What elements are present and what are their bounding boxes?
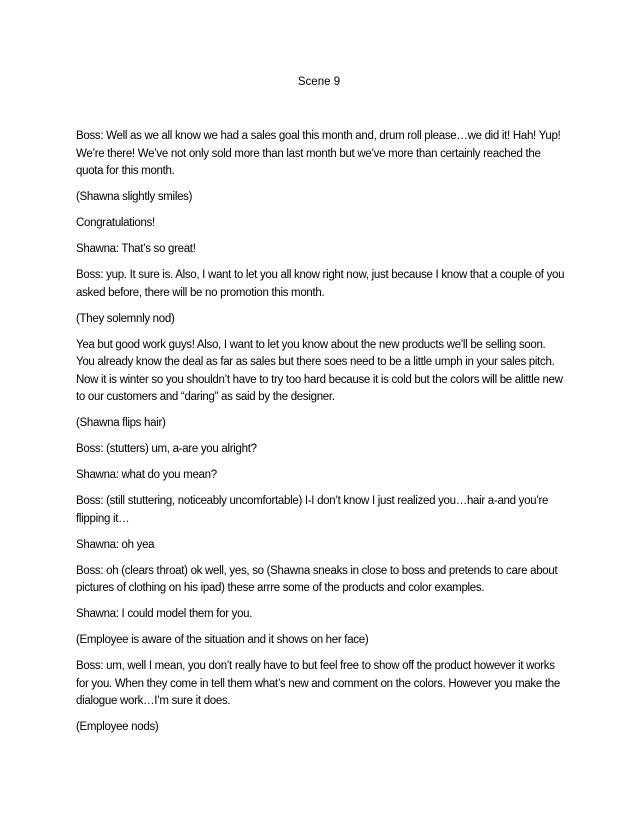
paragraph: Boss: (stutters) um, a-are you alright? (76, 443, 257, 455)
paragraph: Shawna: oh yea (76, 538, 155, 551)
paragraph: (Shawna flips hair) (76, 417, 166, 429)
paragraph: (Employee nods) (76, 721, 159, 733)
paragraph: (They solemnly nod) (76, 312, 175, 325)
paragraph: Boss: (still stuttering, noticeably uncomfortable) I-I don’t know I just realized you…hair a-and you’re flipping it… (76, 495, 549, 525)
paragraph: Shawna: I could model them for you. (76, 608, 253, 620)
paragraph: (Employee is aware of the situation and it shows on her face) (76, 634, 369, 646)
paragraph: Boss: oh (clears throat) ok well, yes, so (Shawna sneaks in close to boss and pretends to care about pictures of clothing on his ipad) these arrre some of the products and color examples. (76, 564, 558, 594)
script-body (76, 128, 566, 745)
paragraph: Congratulations! (76, 217, 155, 229)
paragraph: Boss: um, well I mean, you don’t really have to but feel free to show off the product however it works for you. When they come in tell them what’s new and comment on the colors. However you make the dialogue work…I’m sure it does. (76, 660, 560, 707)
paragraph: (Shawna slightly smiles) (76, 191, 193, 203)
paragraph: Boss: yup. It sure is. Also, I want to let you all know right now, just because I know that a couple of you asked before, there will be no promotion this month. (76, 269, 565, 299)
paragraph: Boss: Well as we all know we had a sales goal this month and, drum roll please…we did it! Hah! Yup! We’re there! We’ve not only sold more than last month but we’ve more than certainly reached the quota for this month. (76, 130, 561, 177)
scene-title: Scene 9 (297, 76, 341, 88)
paragraph: Shawna: what do you mean? (76, 469, 217, 481)
paragraph: Yea but good work guys! Also, I want to let you know about the new products we’ll be selling soon. You already know the deal as far as sales but there soes need to be a little umph in your sales pitch. Now it is winter so you shouldn’t have to try too hard because it is cold but the colors will be alittle new to our customers and “daring” as said by the designer. (76, 338, 563, 403)
paragraph: Shawna: That’s so great! (76, 243, 196, 255)
